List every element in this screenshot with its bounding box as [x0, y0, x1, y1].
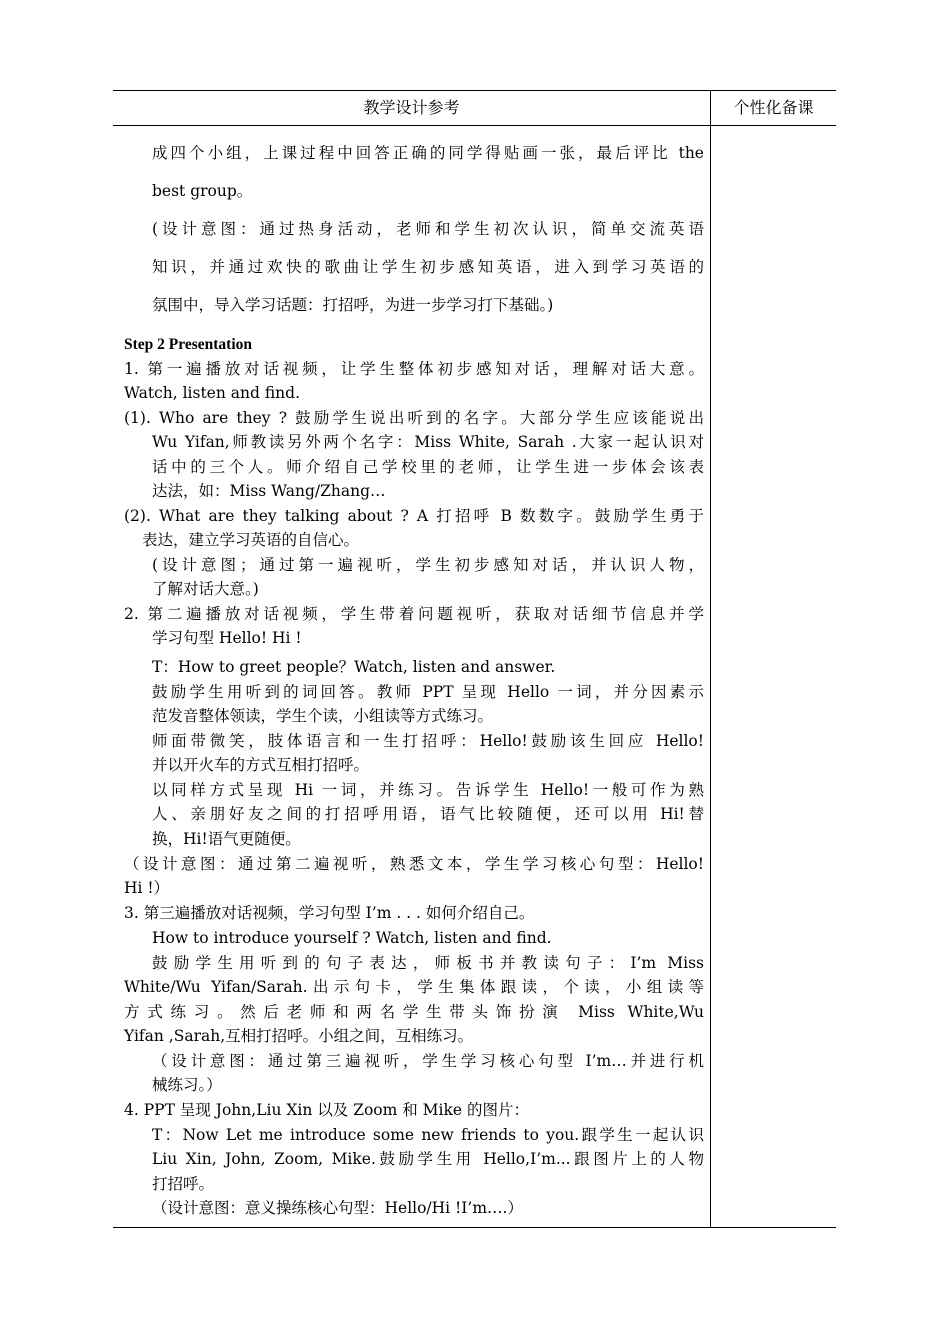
header-personal-prep: 个性化备课	[733, 98, 814, 117]
body-line: 4. PPT 呈现 John,Liu Xin 以及 Zoom 和 Mike 的图片：	[124, 1101, 529, 1119]
header-design-reference: 教学设计参考	[363, 98, 460, 117]
design-intent-line: (设计意图：通过热身活动，老师和学生初次认识，简单交流英语	[152, 220, 704, 238]
step2-title: Step 2 Presentation	[124, 336, 253, 353]
body-line: 2. 第二遍播放对话视频，学生带着问题视听，获取对话细节信息并学	[124, 605, 704, 623]
body-line: Wu Yifan,师教读另外两个名字：Miss White, Sarah .大家一起认识对	[152, 433, 704, 451]
design-intent-line: 了解对话大意。)	[152, 580, 259, 598]
body-line: White/Wu Yifan/Sarah.出示句卡，学生集体跟读，个读，小组读等	[124, 978, 704, 996]
body-line: 打招呼。	[152, 1175, 215, 1193]
design-intent-line: Hi !）	[124, 879, 170, 897]
body-line: 以同样方式呈现 Hi 一词，并练习。告诉学生 Hello!一般可作为熟	[152, 781, 704, 799]
body-line: 鼓励学生用听到的词回答。教师 PPT 呈现 Hello 一词，并分因素示	[152, 683, 704, 701]
body-line: Liu Xin, John, Zoom, Mike.鼓励学生用 Hello,I’m...跟图片上的人物	[152, 1150, 704, 1168]
design-intent-line: 知识，并通过欢快的歌曲让学生初步感知英语，进入到学习英语的	[152, 258, 704, 276]
header-bottom-border	[113, 125, 836, 126]
table-bottom-border	[113, 1227, 836, 1228]
design-intent-line: 械练习。）	[152, 1076, 222, 1094]
body-line: (2). What are they talking about ? A 打招呼 B 数数字。鼓励学生勇于	[124, 507, 704, 525]
body-line: 3. 第三遍播放对话视频，学习句型 I’m . . . 如何介绍自己。	[124, 904, 535, 922]
body-line: 鼓励学生用听到的句子表达，师板书并教读句子：I’m Miss	[152, 954, 704, 972]
body-line: 人、亲朋好友之间的打招呼用语，语气比较随便，还可以用 Hi!替	[152, 805, 704, 823]
design-intent-line: (设计意图；通过第一遍视听，学生初步感知对话，并认识人物，	[152, 556, 704, 574]
body-line: 达法，如：Miss Wang/Zhang…	[152, 482, 386, 500]
body-line: 方式练习。然后老师和两名学生带头饰扮演 Miss White,Wu	[124, 1003, 704, 1021]
body-line: 换，Hi!语气更随便。	[152, 830, 301, 848]
design-intent-line: （设计意图：意义操练核心句型：Hello/Hi !I’m….）	[152, 1199, 523, 1217]
body-line: 话中的三个人。师介绍自己学校里的老师，让学生进一步体会该表	[152, 458, 704, 476]
warmup-line: 成四个小组，上课过程中回答正确的同学得贴画一张，最后评比 the	[152, 144, 704, 162]
body-line: 师面带微笑，肢体语言和一生打招呼：Hello!鼓励该生回应 Hello!	[152, 732, 704, 750]
body-line: Yifan ,Sarah,互相打招呼。小组之间，互相练习。	[124, 1027, 474, 1045]
body-line: 并以开火车的方式互相打招呼。	[152, 756, 370, 774]
body-line: 表达，建立学习英语的自信心。	[142, 531, 360, 549]
warmup-line: best group。	[152, 182, 253, 200]
body-line: 学习句型 Hello! Hi !	[152, 629, 302, 647]
body-line: (1). Who are they ? 鼓励学生说出听到的名字。大部分学生应该能说出	[124, 409, 704, 427]
body-line: T：Now Let me introduce some new friends to you.跟学生一起认识	[152, 1126, 704, 1144]
body-line: T：How to greet people？Watch, listen and answer.	[152, 658, 556, 676]
design-intent-line: 氛围中，导入学习话题：打招呼，为进一步学习打下基础。)	[152, 296, 554, 314]
body-line: 范发音整体领读，学生个读，小组读等方式练习。	[152, 707, 494, 725]
body-line: 1. 第一遍播放对话视频，让学生整体初步感知对话，理解对话大意。	[124, 360, 704, 378]
body-line: Watch, listen and find.	[124, 384, 300, 402]
design-intent-line: （设计意图：通过第三遍视听，学生学习核心句型 I’m…并进行机	[152, 1052, 704, 1070]
design-intent-line: （设计意图：通过第二遍视听，熟悉文本，学生学习核心句型：Hello!	[124, 855, 704, 873]
column-divider	[710, 90, 711, 1228]
body-line: How to introduce yourself ? Watch, listen and find.	[152, 929, 552, 947]
